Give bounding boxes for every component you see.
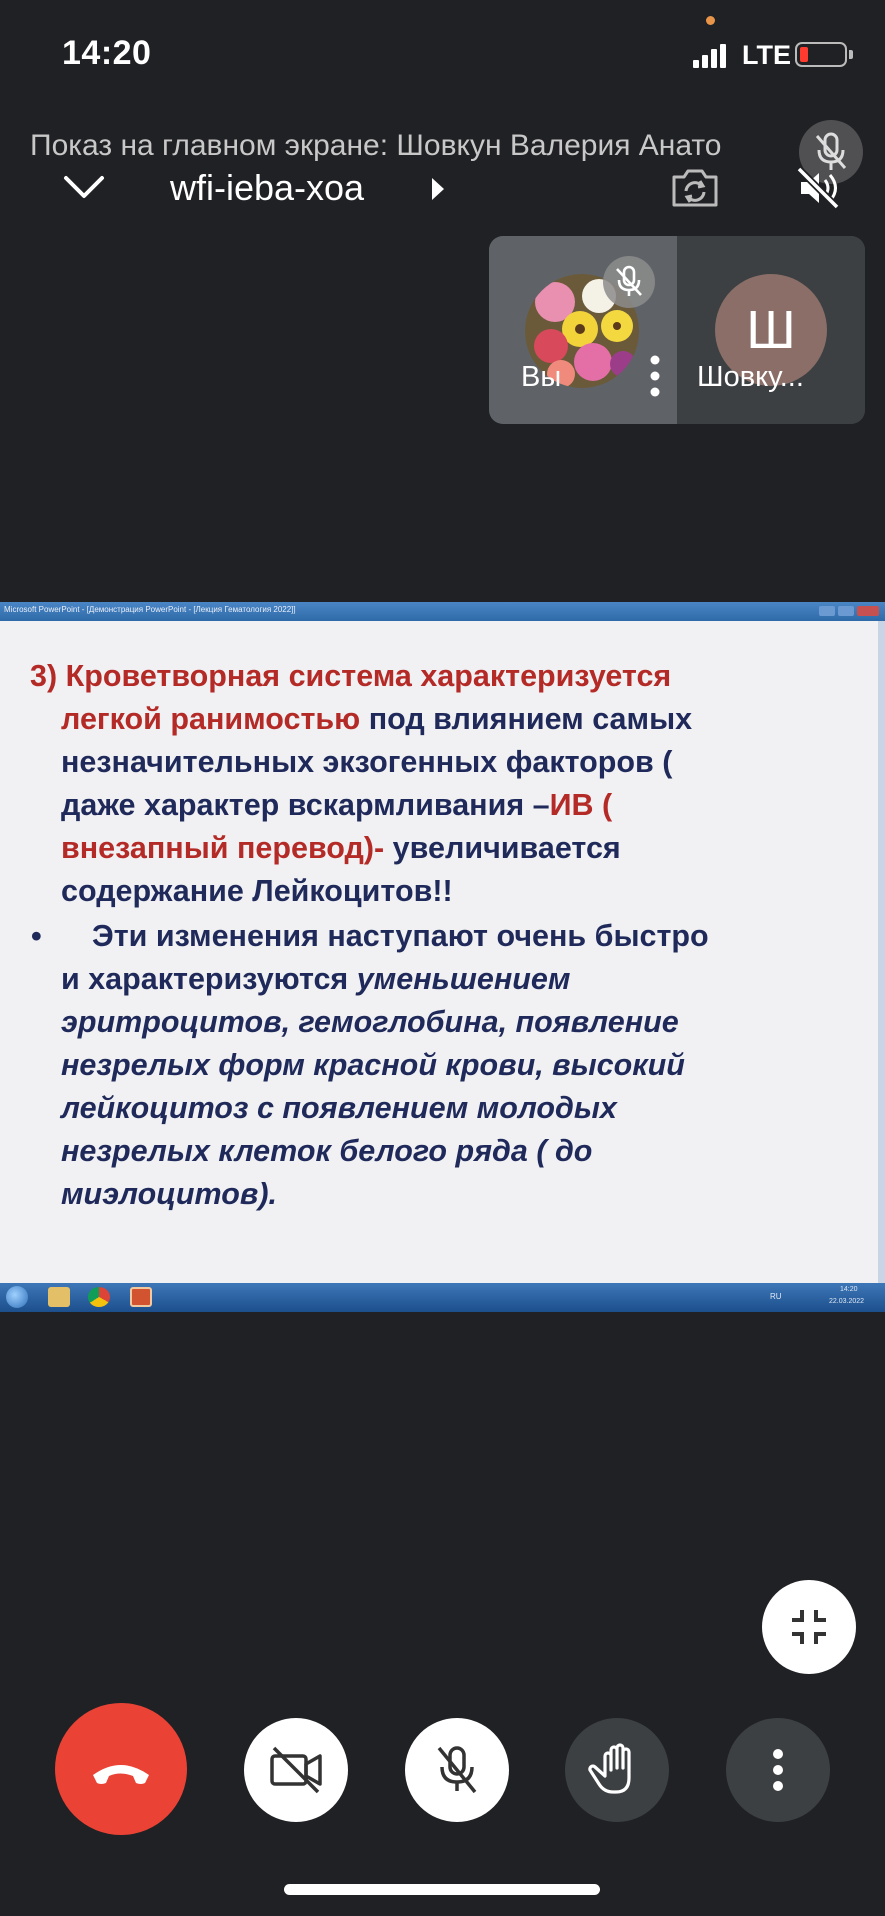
camera-off-button[interactable] — [244, 1718, 348, 1822]
taskbar-date: 22.03.2022 — [829, 1298, 865, 1305]
window-controls-icon — [819, 605, 879, 617]
self-tile[interactable] — [489, 236, 677, 424]
window-titlebar — [0, 602, 885, 621]
network-type: LTE — [742, 40, 791, 70]
folder-icon — [48, 1287, 70, 1307]
participant-tiles — [489, 236, 865, 424]
end-call-icon — [55, 1703, 187, 1835]
privacy-indicator-dot — [706, 16, 715, 25]
presenting-banner: Показ на главном экране: Шовкун Валерия Анато — [30, 129, 722, 162]
taskbar — [0, 1283, 885, 1312]
chrome-icon — [88, 1287, 110, 1307]
slide-line — [61, 962, 570, 997]
raise-hand-button[interactable] — [565, 1718, 669, 1822]
participant-avatar: Ш — [715, 274, 827, 386]
camera-switch-icon[interactable] — [670, 165, 720, 209]
speaker-off-icon[interactable] — [795, 165, 841, 211]
slide-text-red: внезапный перевод)- — [61, 831, 385, 865]
chevron-down-icon[interactable] — [62, 172, 106, 202]
slide-text: увеличивается — [384, 831, 621, 865]
slide-line: эритроцитов, гемоглобина, появление — [61, 1005, 679, 1039]
participant-tile[interactable] — [677, 236, 865, 424]
slide-text-red: легкой ранимостью — [61, 702, 361, 736]
participant-name-label: Шовку... — [697, 361, 804, 393]
slide-text-red: ИВ ( — [549, 788, 613, 822]
battery-cap — [849, 50, 853, 59]
presentation-slide — [0, 621, 878, 1283]
caret-right-icon[interactable] — [432, 178, 444, 200]
exit-fullscreen-button[interactable] — [762, 1580, 856, 1674]
taskbar-time: 14:20 — [840, 1286, 858, 1293]
start-button-icon — [6, 1286, 28, 1308]
slide-text: даже характер вскармливания – — [61, 788, 550, 822]
slide-line — [61, 702, 692, 737]
slide-line: миэлоцитов). — [61, 1177, 277, 1211]
mic-off-button[interactable] — [405, 1718, 509, 1822]
raise-hand-icon — [565, 1718, 669, 1822]
status-time: 14:20 — [62, 34, 152, 72]
more-vert-icon — [726, 1718, 830, 1822]
videocam-off-icon — [244, 1718, 348, 1822]
slide-text-italic: уменьшением — [356, 962, 571, 996]
keyboard-language: RU — [770, 1292, 782, 1301]
shared-screen — [0, 602, 885, 1312]
slide-bullet: • — [31, 919, 42, 953]
exit-fullscreen-icon — [762, 1580, 856, 1674]
slide-text: под влиянием самых — [360, 702, 693, 736]
slide-line: 3) Кроветворная система характеризуется — [30, 659, 672, 693]
mic-off-icon — [405, 1718, 509, 1822]
window-title: Microsoft PowerPoint - [Демонстрация PowerPoint - [Лекция Гематология 2022]] — [4, 605, 296, 614]
slide-line: лейкоцитоз с появлением молодых — [61, 1091, 617, 1125]
slide-line: незрелых форм красной крови, высокий — [61, 1048, 685, 1082]
slide-line: незрелых клеток белого ряда ( до — [61, 1134, 593, 1168]
slide-line — [61, 831, 621, 866]
self-name-label: Вы — [521, 361, 562, 393]
powerpoint-icon — [130, 1287, 152, 1307]
slide-text: и характеризуются — [61, 962, 357, 996]
signal-icon — [693, 44, 729, 68]
end-call-button[interactable] — [55, 1703, 187, 1835]
scrollbar — [878, 621, 885, 1283]
battery-icon — [795, 42, 847, 67]
meeting-code[interactable]: wfi-ieba-xoa — [170, 167, 365, 208]
slide-line: содержание Лейкоцитов!! — [61, 874, 453, 908]
slide-line: незначительных экзогенных факторов ( — [61, 745, 673, 779]
self-mic-off-icon — [603, 256, 655, 308]
home-indicator[interactable] — [284, 1884, 600, 1895]
slide-line — [61, 788, 612, 823]
slide-line: Эти изменения наступают очень быстро — [92, 919, 709, 953]
more-options-button[interactable] — [726, 1718, 830, 1822]
more-vert-icon[interactable] — [649, 354, 661, 398]
